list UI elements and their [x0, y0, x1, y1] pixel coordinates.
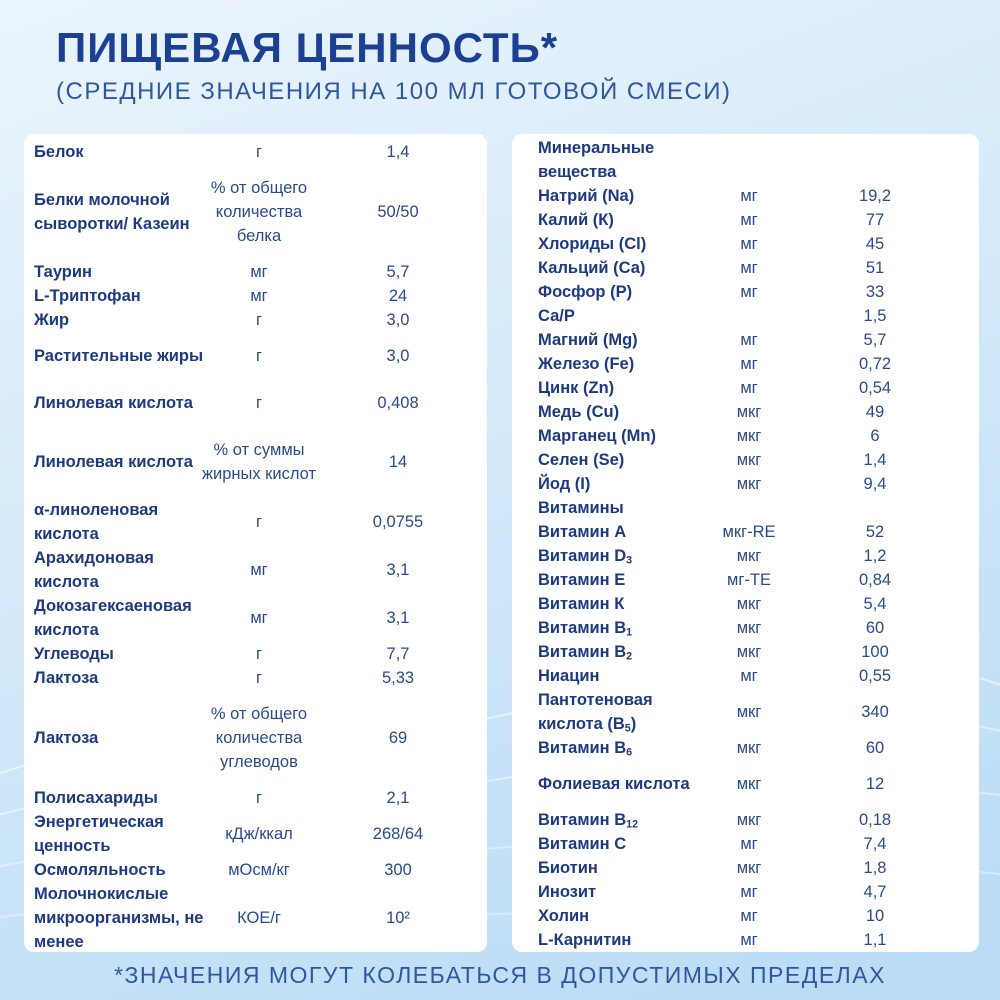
nutrient-unit: % от суммы жирных кислот [201, 441, 317, 483]
nutrient-value: 0,0755 [372, 513, 424, 531]
nutrient-value: 77 [865, 211, 885, 229]
table-row [24, 810, 487, 858]
nutrient-name: Биотин [538, 859, 598, 877]
table-row [512, 424, 979, 448]
nutrient-value: 60 [865, 619, 885, 637]
table-row [512, 640, 979, 664]
table-row [512, 616, 979, 640]
table-row [24, 260, 487, 284]
table-row [24, 546, 487, 594]
table-row [512, 544, 979, 568]
nutrient-value: 5,33 [381, 669, 415, 687]
nutrient-unit: мкг [736, 547, 762, 565]
nutrient-value: 0,84 [858, 571, 892, 589]
table-row [512, 736, 979, 760]
table-row [512, 352, 979, 376]
nutrient-unit: мг [740, 835, 758, 853]
table-row [512, 880, 979, 904]
table-row [512, 376, 979, 400]
table-row [512, 592, 979, 616]
nutrient-value: 9,4 [863, 475, 887, 493]
nutrient-unit: мг [740, 259, 758, 277]
table-row [24, 858, 487, 882]
nutrient-value: 10² [386, 909, 410, 927]
table-row [512, 664, 979, 688]
nutrient-name: Витамин $B_2$ [538, 643, 633, 663]
nutrient-unit: г [255, 645, 263, 663]
nutrient-unit: мкг [736, 703, 762, 721]
table-row [512, 568, 979, 592]
right-nutrition-table [512, 134, 979, 952]
nutrient-name: Растительные жиры [34, 347, 204, 365]
footnote: *ЗНАЧЕНИЯ МОГУТ КОЛЕБАТЬСЯ В ДОПУСТИМЫХ ПРЕДЕЛАХ [114, 962, 886, 988]
table-row [512, 232, 979, 256]
nutrient-name: Минеральные вещества [538, 139, 655, 181]
nutrient-unit: % от общего количества белка [210, 179, 308, 245]
nutrient-value: 51 [865, 259, 885, 277]
nutrient-unit: мкг [736, 859, 762, 877]
nutrient-value: 7,4 [863, 835, 887, 853]
nutrient-value: 12 [865, 775, 885, 793]
nutrient-name: Арахидоновая кислота [34, 549, 154, 591]
nutrient-name: Осмоляльность [34, 861, 166, 879]
nutrient-name: Кальций (Са) [538, 259, 646, 277]
nutrient-value: 5,7 [386, 263, 410, 281]
nutrient-name: Фосфор (Р) [538, 283, 633, 301]
nutrient-value: 0,72 [858, 355, 892, 373]
nutrient-value: 0,54 [858, 379, 892, 397]
nutrient-name: Цинк (Zn) [538, 379, 615, 397]
left-nutrition-table [24, 134, 487, 952]
table-row [512, 304, 979, 328]
nutrient-value: 100 [861, 643, 889, 661]
nutrient-name: Хлориды (Cl) [538, 235, 647, 253]
nutrient-name: Лактоза [34, 729, 99, 747]
nutrient-value: 1,8 [863, 859, 887, 877]
table-row [512, 136, 979, 184]
table-row [512, 808, 979, 832]
nutrient-unit: г [255, 143, 263, 161]
table-row [24, 642, 487, 666]
nutrient-name: Витамин К [538, 595, 625, 613]
nutrient-value: 0,408 [377, 394, 419, 412]
nutrient-value: 60 [865, 739, 885, 757]
nutrient-unit: кДж/ккал [225, 825, 293, 843]
nutrient-value: 19,2 [858, 187, 892, 205]
nutrient-unit: мкг [736, 451, 762, 469]
nutrient-name: Жир [34, 311, 70, 329]
nutrient-unit: мкг [736, 643, 762, 661]
nutrient-value: 50/50 [377, 203, 419, 221]
nutrient-name: Лактоза [34, 669, 99, 687]
nutrient-name: Энергетическая ценность [34, 813, 164, 855]
nutrient-name: Медь (Cu) [538, 403, 620, 421]
table-row [512, 520, 979, 544]
nutrient-value: 49 [865, 403, 885, 421]
table-row [24, 594, 487, 642]
page-title: ПИЩЕВАЯ ЦЕННОСТЬ* [56, 24, 559, 71]
nutrient-unit: мг [740, 883, 758, 901]
nutrient-value: 3,1 [386, 561, 410, 579]
nutrient-name: Витамин Е [538, 571, 626, 589]
nutrient-value: 3,0 [386, 347, 410, 365]
table-row [24, 426, 487, 498]
nutrient-unit: мОсм/кг [228, 861, 290, 879]
nutrient-unit: мкг [736, 475, 762, 493]
nutrient-value: 268/64 [372, 825, 424, 843]
nutrient-unit: мкг [736, 775, 762, 793]
table-row [512, 328, 979, 352]
nutrient-unit: мкг [736, 595, 762, 613]
nutrient-name: Витамины [538, 499, 624, 517]
nutrient-name: Витамин $B_1$ [538, 619, 633, 639]
nutrient-unit: КОЕ/г [237, 909, 281, 927]
nutrient-name: Калий (К) [538, 211, 614, 229]
table-row [512, 280, 979, 304]
nutrient-unit: мг [740, 187, 758, 205]
nutrient-value: 45 [865, 235, 885, 253]
table-row [24, 786, 487, 810]
table-row [24, 380, 487, 426]
table-row [24, 164, 487, 260]
nutrient-value: 1,2 [863, 547, 887, 565]
nutrient-value: 10 [865, 907, 885, 925]
nutrient-name: Йод (I) [538, 475, 591, 493]
nutrient-value: 2,1 [386, 789, 410, 807]
table-row [512, 688, 979, 736]
nutrient-name: Натрий (Na) [538, 187, 635, 205]
nutrient-unit: г [255, 394, 263, 412]
table-row [24, 666, 487, 690]
nutrient-unit: мг [740, 235, 758, 253]
table-row [24, 690, 487, 786]
nutrient-unit: г [255, 669, 263, 687]
nutrient-value: 1,1 [863, 931, 887, 949]
nutrient-value: 340 [861, 703, 889, 721]
nutrient-unit: мг [740, 211, 758, 229]
nutrient-unit: мг [250, 287, 268, 305]
table-row [512, 928, 979, 952]
nutrient-name: Витамин А [538, 523, 627, 541]
nutrient-value: 4,7 [863, 883, 887, 901]
table-row [512, 256, 979, 280]
nutrient-value: 1,5 [863, 307, 887, 325]
nutrient-name: Докозагексаеновая кислота [34, 597, 192, 639]
nutrient-unit: мкг [736, 811, 762, 829]
table-row [512, 208, 979, 232]
nutrient-name: Ниацин [538, 667, 600, 685]
nutrient-name: Витамин $D_3$ [538, 547, 633, 567]
nutrient-unit: мкг-RE [722, 523, 776, 541]
nutrient-value: 0,18 [858, 811, 892, 829]
nutrient-value: 1,4 [863, 451, 887, 469]
nutrient-value: 1,4 [386, 143, 410, 161]
table-row [512, 904, 979, 928]
nutrient-unit: мг [740, 331, 758, 349]
nutrient-value: 69 [388, 729, 408, 747]
nutrient-name: Са/Р [538, 307, 575, 325]
nutrient-name: Линолевая кислота [34, 453, 193, 471]
nutrient-unit: мг [740, 355, 758, 373]
nutrient-unit: г [255, 347, 263, 365]
nutrient-unit: мкг [736, 403, 762, 421]
nutrient-unit: мг [740, 667, 758, 685]
nutrient-unit: мг [740, 907, 758, 925]
nutrient-unit: мг [740, 931, 758, 949]
nutrient-name: L-Триптофан [34, 287, 141, 305]
nutrient-name: Молочнокислые микроорганизмы, не менее [34, 885, 204, 951]
nutrient-name: Железо (Fe) [538, 355, 635, 373]
nutrient-unit: мкг [736, 619, 762, 637]
nutrient-name: Селен (Se) [538, 451, 625, 469]
nutrient-unit: г [255, 513, 263, 531]
table-row [512, 760, 979, 808]
nutrient-name: Холин [538, 907, 590, 925]
nutrient-value: 5,7 [863, 331, 887, 349]
nutrient-unit: мг [250, 609, 268, 627]
nutrient-name: Линолевая кислота [34, 394, 193, 412]
nutrient-name: Углеводы [34, 645, 114, 663]
page-subtitle: (СРЕДНИЕ ЗНАЧЕНИЯ НА 100 МЛ ГОТОВОЙ СМЕСИ) [56, 78, 732, 105]
nutrient-name: Инозит [538, 883, 597, 901]
nutrient-name: Витамин $B_6$ [538, 739, 633, 759]
table-row [512, 472, 979, 496]
nutrient-value: 7,7 [386, 645, 410, 663]
nutrient-value: 52 [865, 523, 885, 541]
nutrient-unit: мг-TE [727, 571, 771, 589]
nutrient-unit: г [255, 789, 263, 807]
nutrient-name: Марганец (Mn) [538, 427, 656, 445]
table-row [512, 184, 979, 208]
table-row [512, 856, 979, 880]
nutrient-value: 3,0 [386, 311, 410, 329]
nutrient-name: Полисахариды [34, 789, 158, 807]
nutrient-name: Магний (Mg) [538, 331, 638, 349]
nutrient-value: 24 [388, 287, 408, 305]
nutrient-value: 5,4 [863, 595, 887, 613]
nutrient-value: 14 [388, 453, 408, 471]
table-row [24, 308, 487, 332]
nutrient-unit: мг [250, 263, 268, 281]
nutrient-unit: г [255, 311, 263, 329]
table-row [24, 140, 487, 164]
nutrient-value: 0,55 [858, 667, 892, 685]
table-row [24, 882, 487, 954]
nutrient-name: Витамин $B_{12}$ [538, 811, 639, 831]
table-row [24, 332, 487, 380]
nutrient-value: 33 [865, 283, 885, 301]
nutrient-name: Витамин С [538, 835, 627, 853]
nutrient-unit: мг [740, 379, 758, 397]
nutrient-unit: мкг [736, 739, 762, 757]
nutrient-name: Фолиевая кислота [538, 775, 690, 793]
nutrient-name: Пантотеновая кислота $(B_5)$ [538, 691, 653, 735]
nutrient-name: α-линоленовая кислота [34, 501, 159, 543]
nutrient-unit: мг [740, 283, 758, 301]
nutrient-name: Белки молочной сыворотки/ Казеин [34, 191, 190, 233]
nutrient-value: 300 [384, 861, 412, 879]
table-row [512, 448, 979, 472]
nutrient-name: Белок [34, 143, 84, 161]
nutrient-name: Таурин [34, 263, 92, 281]
table-row [512, 832, 979, 856]
nutrient-unit: % от общего количества углеводов [210, 705, 308, 771]
nutrient-value: 3,1 [386, 609, 410, 627]
nutrient-unit: мкг [736, 427, 762, 445]
nutrient-name: L-Карнитин [538, 931, 632, 949]
nutrient-value: 6 [870, 427, 880, 445]
table-row [24, 284, 487, 308]
table-row [24, 498, 487, 546]
table-row [512, 400, 979, 424]
nutrient-unit: мг [250, 561, 268, 579]
table-row [512, 496, 979, 520]
